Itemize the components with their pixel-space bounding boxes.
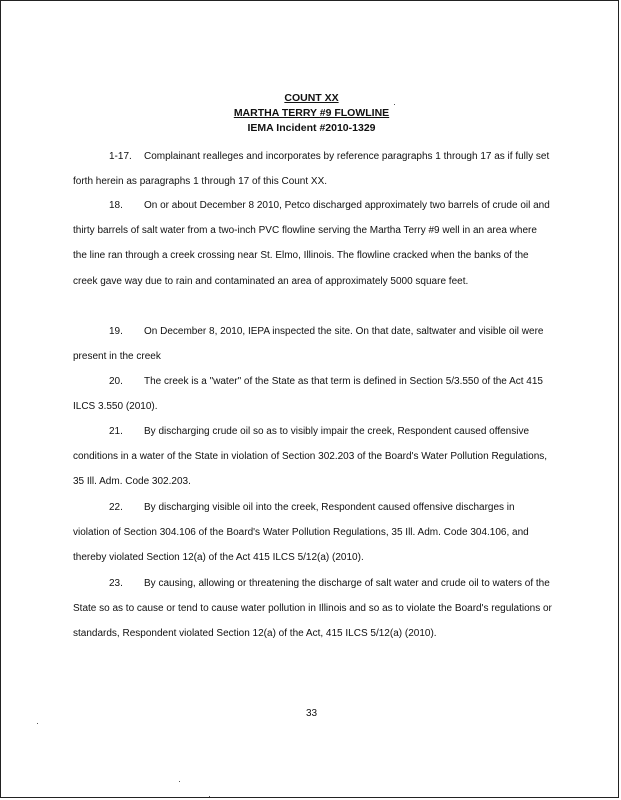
paragraph-23 xyxy=(73,571,553,647)
paragraph-number: 22. xyxy=(109,502,123,513)
page-number: 33 xyxy=(305,708,318,719)
paragraph-text: On or about December 8 2010, Petco discharged approximately two barrels of crude oil and thirty barrels of salt water from a two-inch PVC flowline serving the Martha Terry #9 well in an area where the line ran through a creek crossing near St. Elmo, Illinois. The flowline cracked when the banks of the creek gave way due to rain and contaminated an area of approximately 5000 square feet. xyxy=(73,200,550,287)
paragraph-text: Complainant realleges and incorporates by reference paragraphs 1 through 17 as if fully set forth herein as paragraphs 1 through 17 of this Count XX. xyxy=(73,151,550,188)
scan-speck xyxy=(394,104,395,105)
count-title: COUNT XX xyxy=(284,92,339,104)
paragraph-text: By causing, allowing or threatening the discharge of salt water and crude oil to waters of the State so as to cause or tend to cause water pollution in Illinois and so as to violate the Board's regulations or standards, Respondent violated Section 12(a) of the Act, 415 ILCS 5/12(a) (2010). xyxy=(73,578,552,640)
incident-title: IEMA Incident #2010-1329 xyxy=(247,122,376,134)
paragraph-number: 18. xyxy=(109,200,123,211)
paragraph-22 xyxy=(73,495,553,571)
paragraph-text: By discharging crude oil so as to visibly impair the creek, Respondent caused offensive conditions in a water of the State in violation of Section 302.203 of the Board's Water Pollution Regulations, 35 Ill. Adm. Code 302.203. xyxy=(73,426,548,488)
paragraph-1-17 xyxy=(73,144,553,194)
paragraph-number: 19. xyxy=(109,326,123,337)
paragraph-number: 1-17. xyxy=(109,151,132,162)
flowline-title: MARTHA TERRY #9 FLOWLINE xyxy=(233,107,390,119)
scan-speck xyxy=(209,796,210,797)
paragraph-text: By discharging visible oil into the creek, Respondent caused offensive discharges in violation of Section 304.106 of the Board's Water Pollution Regulations, 35 Ill. Adm. Code 304.106, and thereby violated Section 12(a) of the Act 415 ILCS 5/12(a) (2010). xyxy=(73,502,529,564)
paragraph-20 xyxy=(73,369,553,419)
scan-speck xyxy=(179,781,180,782)
paragraph-text: The creek is a "water" of the State as that term is defined in Section 5/3.550 of the Act 415 ILCS 3.550 (2010). xyxy=(73,376,543,413)
paragraph-18 xyxy=(73,193,553,294)
paragraph-21 xyxy=(73,419,553,495)
scan-speck xyxy=(37,723,38,724)
paragraph-19 xyxy=(73,319,553,369)
paragraph-number: 20. xyxy=(109,376,123,387)
paragraph-number: 23. xyxy=(109,578,123,589)
paragraph-number: 21. xyxy=(109,426,123,437)
paragraph-text: On December 8, 2010, IEPA inspected the site. On that date, saltwater and visible oil were present in the creek xyxy=(73,326,544,363)
